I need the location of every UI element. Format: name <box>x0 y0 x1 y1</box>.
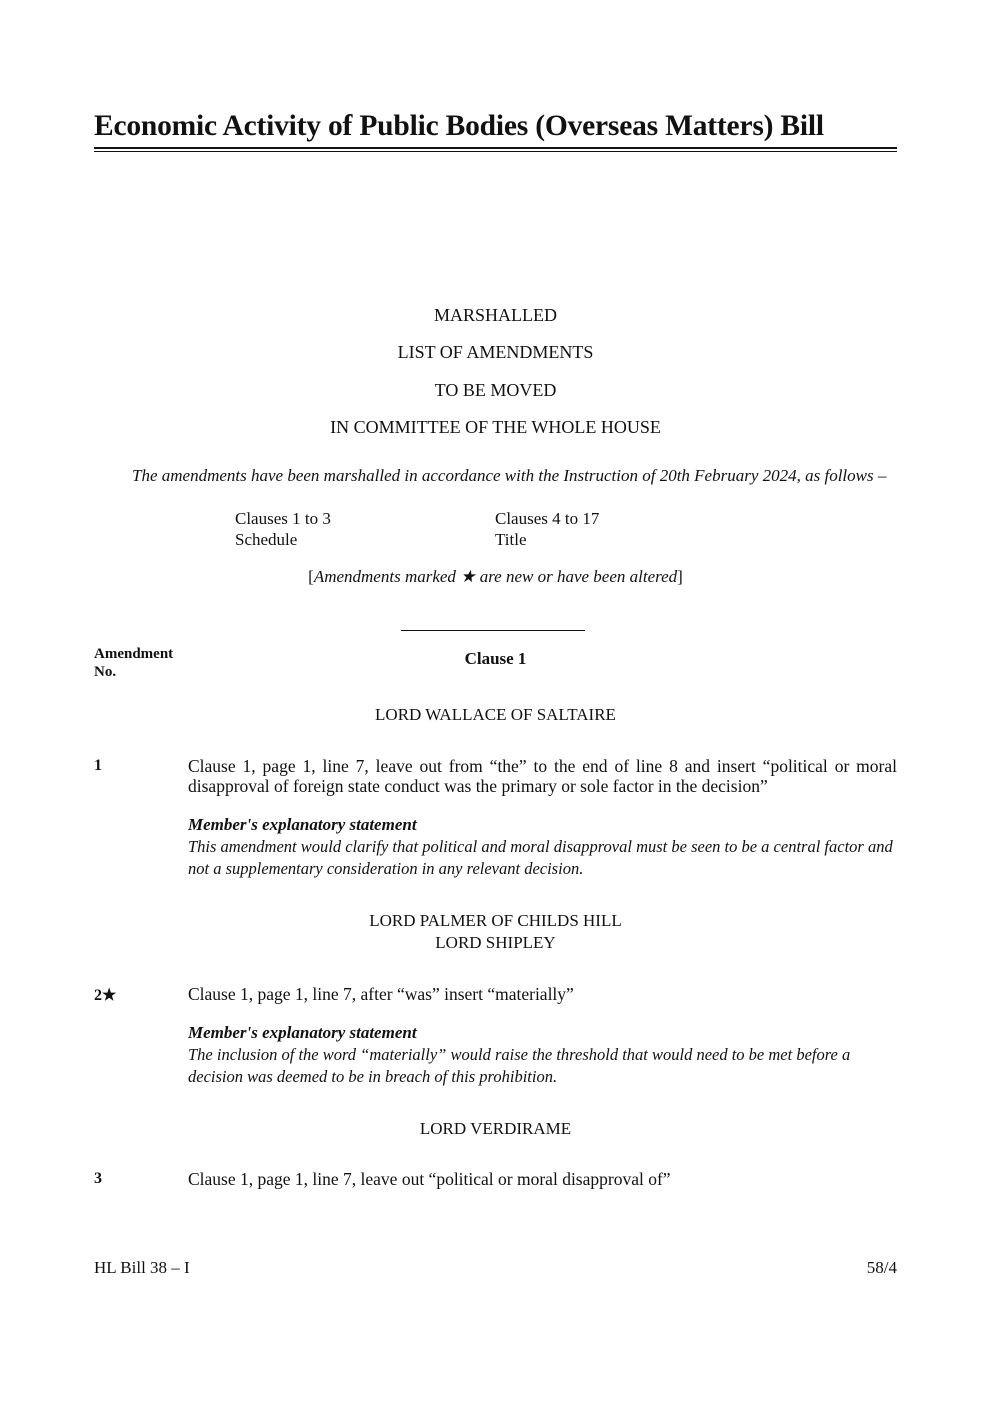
heading-line-marshalled: MARSHALLED <box>433 305 557 325</box>
amendment-text: Clause 1, page 1, line 7, leave out “political or moral disapproval of” <box>188 1169 671 1189</box>
marked-amendments-note: [Amendments marked ★ are new or have been altered] <box>308 567 683 586</box>
heading-line-moved: TO BE MOVED <box>434 380 557 400</box>
amendment-number: 1 <box>94 757 102 774</box>
explanatory-statement-text: This amendment would clarify that political and moral disapproval must be seen to be a central factor and not a supplementary consideration in any relevant decision. <box>188 837 893 878</box>
marshalling-column-1 <box>235 508 331 550</box>
member-name: LORD VERDIRAME <box>419 1119 572 1138</box>
marshalling-item: Schedule <box>235 530 298 549</box>
member-name: LORD SHIPLEY <box>435 933 556 952</box>
star-icon: ★ <box>460 567 476 586</box>
instruction-paragraph: The amendments have been marshalled in accordance with the Instruction of 20th February 2024, as follows – <box>132 466 887 485</box>
marshalling-item: Clauses 1 to 3 <box>235 509 331 528</box>
footer-print-number: 58/4 <box>866 1258 897 1277</box>
member-name: LORD PALMER OF CHILDS HILL <box>369 911 622 930</box>
marshalling-column-2 <box>495 508 599 550</box>
heading-line-committee: IN COMMITTEE OF THE WHOLE HOUSE <box>330 417 661 437</box>
title-underline-thick <box>94 147 897 149</box>
explanatory-statement-heading: Member's explanatory statement <box>188 1023 417 1042</box>
explanatory-statement-text: The inclusion of the word “materially” would raise the threshold that would need to be met before a decision was deemed to be in breach of this prohibition. <box>188 1045 851 1086</box>
footer-bill-reference: HL Bill 38 – I <box>94 1258 190 1277</box>
amendment-number-column-header: Amendment No. <box>94 646 174 680</box>
clause-heading: Clause 1 <box>464 649 527 668</box>
explanatory-statement-heading: Member's explanatory statement <box>188 815 417 834</box>
marshalling-item: Title <box>495 530 527 549</box>
amendment-number: 3 <box>94 1170 102 1187</box>
heading-line-list: LIST OF AMENDMENTS <box>397 342 594 362</box>
member-name: LORD WALLACE OF SALTAIRE <box>375 705 616 724</box>
title-underline-thin <box>94 151 897 152</box>
section-divider <box>401 630 585 631</box>
bill-title: Economic Activity of Public Bodies (Overseas Matters) Bill <box>94 110 824 142</box>
amendment-text: Clause 1, page 1, line 7, after “was” insert “materially” <box>188 984 574 1004</box>
amendment-text: Clause 1, page 1, line 7, leave out from “the” to the end of line 8 and insert “political or moral disapproval of foreign state conduct was the primary or sole factor in the decision” <box>188 756 897 796</box>
amendment-number: 2★ <box>94 987 117 1004</box>
marshalling-item: Clauses 4 to 17 <box>495 509 600 528</box>
